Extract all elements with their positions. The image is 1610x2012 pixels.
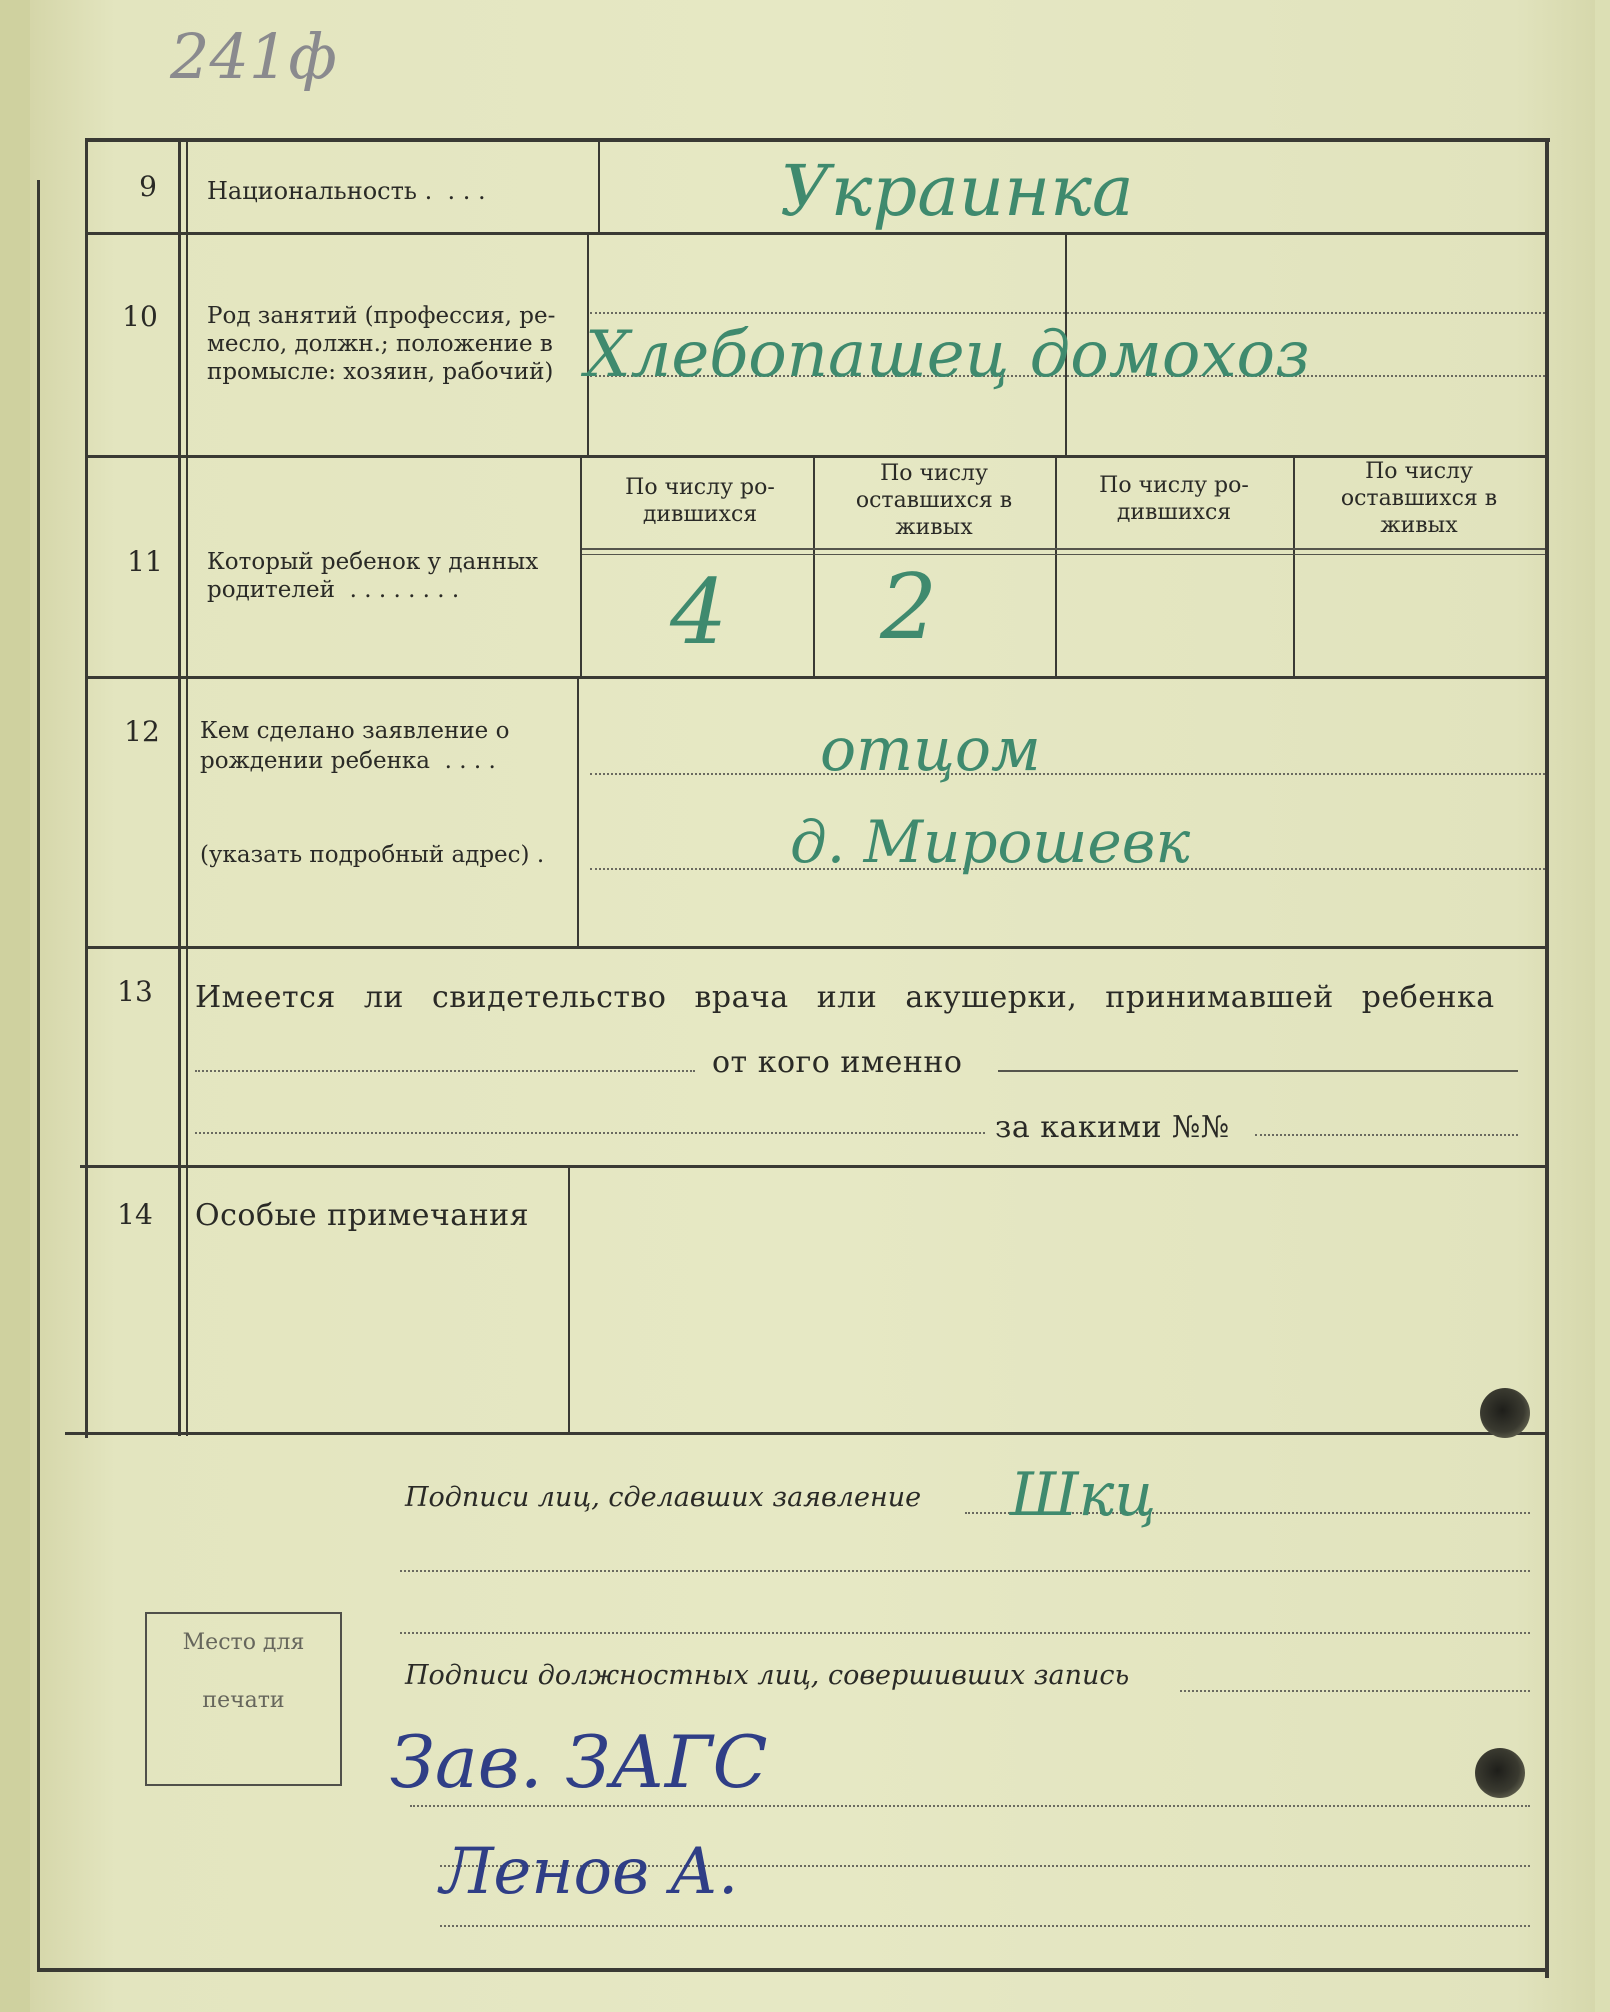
header-born-1: По числу ро- дившихся xyxy=(625,475,775,527)
label-child-order: Который ребенок у данных родителей . . . . . . . . xyxy=(207,549,539,603)
row-number-13: 13 xyxy=(117,975,153,1008)
answer-address: д. Мирошевк xyxy=(790,808,1191,876)
page-left-border xyxy=(37,180,40,1970)
sign-guide-2 xyxy=(400,1570,1530,1572)
sign-guide-4 xyxy=(1180,1690,1530,1692)
table-top-border xyxy=(85,138,1550,142)
page-edge xyxy=(0,0,30,2012)
binding-hole-top xyxy=(1480,1388,1530,1438)
row-number-12: 12 xyxy=(124,715,160,748)
row-number-14: 14 xyxy=(117,1198,153,1231)
label-declarant: Кем сделано заявление о рождении ребенка . . . . xyxy=(200,718,510,774)
label-address: (указать подробный адрес) . xyxy=(200,842,545,868)
label-which-numbers: за какими №№ xyxy=(995,1110,1230,1145)
row-sep-13 xyxy=(80,1165,1548,1168)
label-col-9 xyxy=(598,138,600,233)
row13-guide-2 xyxy=(195,1132,985,1134)
label-official-signatures: Подписи должностных лиц, совершивших запись xyxy=(405,1660,1130,1691)
official-signature-1: Зав. ЗАГС xyxy=(390,1720,768,1804)
label-from-whom: от кого именно xyxy=(712,1045,963,1080)
row-sep-14 xyxy=(65,1432,1548,1435)
header-alive-1: По числу оставшихся в живых xyxy=(855,461,1013,540)
header-born-2: По числу ро- дившихся xyxy=(1099,473,1249,525)
answer-occupation: Хлебопашец домохоз xyxy=(585,318,1310,392)
label-nationality: Национальность . . . . xyxy=(207,177,486,205)
official-signature-2: Ленов А. xyxy=(440,1835,739,1909)
corner-mark: 241ф xyxy=(170,20,337,93)
table-left-border xyxy=(85,138,88,1438)
row11-header-sep xyxy=(582,548,1545,550)
binding-hole-bottom xyxy=(1475,1748,1525,1798)
row13-guide-1 xyxy=(195,1070,695,1072)
stamp-place: Место для печати xyxy=(145,1612,342,1786)
row-sep-12 xyxy=(88,946,1548,949)
row13-guide-3 xyxy=(1255,1134,1518,1136)
label-remarks: Особые примечания xyxy=(195,1198,530,1233)
label-occupation: Род занятий (профессия, ре- месло, должн.; положение в промысле: хозяин, рабочий) xyxy=(207,303,556,385)
row-number-9: 9 xyxy=(139,170,157,203)
table-right-border xyxy=(1545,138,1549,1978)
row11-col-1 xyxy=(813,455,815,677)
row11-col-2 xyxy=(1055,455,1057,677)
sign-guide-7 xyxy=(440,1925,1530,1927)
answer-declarant: отцом xyxy=(820,715,1041,785)
answer-nationality: Украинка xyxy=(780,150,1134,232)
sign-guide-5 xyxy=(410,1805,1530,1807)
sign-guide-3 xyxy=(400,1632,1530,1634)
label-col-11 xyxy=(580,455,582,677)
row12-guide-1 xyxy=(590,773,1545,775)
row13-underline xyxy=(998,1070,1518,1072)
row-sep-9 xyxy=(88,232,1548,235)
page-bottom-border xyxy=(37,1968,1549,1972)
label-col-14 xyxy=(568,1168,570,1434)
num-col-line-2 xyxy=(186,138,188,1436)
row-sep-11 xyxy=(88,676,1548,679)
row11-col-3 xyxy=(1293,455,1295,677)
label-certificate: Имеется ли свидетельство врача или акушерки, принимавшей ребенка xyxy=(195,980,1495,1015)
row10-guide-1 xyxy=(590,312,1545,314)
value-born: 4 xyxy=(670,560,728,665)
row-number-11: 11 xyxy=(127,545,163,578)
row-number-10: 10 xyxy=(122,300,158,333)
row11-header-sep-2 xyxy=(582,554,1545,555)
label-col-12 xyxy=(577,676,579,948)
num-col-line xyxy=(178,138,181,1436)
header-alive-2: По числу оставшихся в живых xyxy=(1340,459,1498,538)
applicant-signature: Шкц xyxy=(1010,1460,1157,1530)
label-applicant-signatures: Подписи лиц, сделавших заявление xyxy=(405,1482,922,1513)
value-alive: 2 xyxy=(880,555,938,660)
